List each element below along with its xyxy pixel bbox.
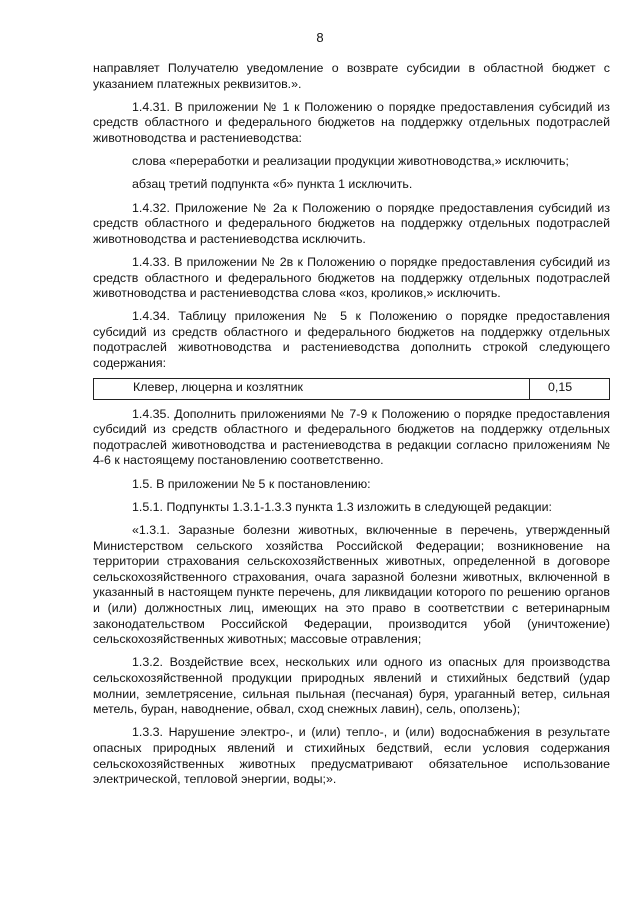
- paragraph-1-3-1: «1.3.1. Заразные болезни животных, включенные в перечень, утвержденный Министерством сельского хозяйства Российской Федерации; возникновение на территории страхования сельскохозяйственных животных, определенной в договоре сельскохозяйственного страхования, очага заразной болезни животных, включенной в указанный в настоящем пункте перечень, для ликвидации которого по решению органов и (или) должностных лиц, имеющих на это право в соответствии с ветеринарным законодательством Российской Федерации, производится убой (уничтожение) сельскохозяйственных животных; массовые отравления;: [93, 523, 610, 647]
- paragraph-1-4-35: 1.4.35. Дополнить приложениями № 7-9 к Положению о порядке предоставления субсидий из средств областного и федерального бюджетов на поддержку отдельных подотраслей животноводства и растениеводства в редакции согласно приложениям № 4-6 к настоящему постановлению соответственно.: [93, 406, 610, 468]
- paragraph-1-3-2: 1.3.2. Воздействие всех, нескольких или одного из опасных для производства сельскохозяйственной продукции природных явлений и стихийных бедствий (удар молнии, землетрясение, сильная пыльная (песчаная) буря, ураганный ветер, сильная метель, буран, наводнение, обвал, сход снежных лавин), сель, оползень);: [93, 655, 610, 717]
- page-number: 8: [316, 30, 324, 45]
- paragraph-abzac-exclude: абзац третий подпункта «б» пункта 1 исключить.: [132, 177, 413, 192]
- crop-coefficient-table: [93, 378, 610, 400]
- paragraph-1-4-33: 1.4.33. В приложении № 2в к Положению о порядке предоставления субсидий из средств областного и федерального бюджетов на поддержку отдельных подотраслей животноводства и растениеводства слова «коз, кроликов,» исключить.: [93, 254, 610, 301]
- document-body: [93, 61, 610, 795]
- paragraph-1-4-34: 1.4.34. Таблицу приложения № 5 к Положению о порядке предоставления субсидий из средств областного и федерального бюджетов на поддержку отдельных подотраслей животноводства и растениеводства дополнить строкой следующего содержания:: [93, 309, 610, 371]
- table-row: [94, 378, 610, 399]
- paragraph-continuation: направляет Получателю уведомление о возврате субсидии в областной бюджет с указанием платежных реквизитов.».: [93, 61, 610, 91]
- paragraph-1-4-31: 1.4.31. В приложении № 1 к Положению о порядке предоставления субсидий из средств областного и федерального бюджетов на поддержку отдельных подотраслей животноводства и растениеводства:: [93, 99, 610, 145]
- paragraph-1-4-32: 1.4.32. Приложение № 2а к Положению о порядке предоставления субсидий из средств областного и федерального бюджетов на поддержку отдельных подотраслей животноводства и растениеводства исключить.: [93, 200, 610, 246]
- paragraph-words-exclude: слова «переработки и реализации продукции животноводства,» исключить;: [132, 154, 569, 169]
- table-cell-coefficient: 0,15: [530, 378, 610, 399]
- paragraph-1-5-1: 1.5.1. Подпункты 1.3.1-1.3.3 пункта 1.3 изложить в следующей редакции:: [132, 499, 552, 514]
- paragraph-1-5: 1.5. В приложении № 5 к постановлению:: [132, 476, 371, 491]
- paragraph-1-3-3: 1.3.3. Нарушение электро-, и (или) тепло-, и (или) водоснабжения в результате опасных природных явлений и стихийных бедствий, если условия содержания сельскохозяйственных животных предусматривают обязательное использование электрической, тепловой энергии, воды;».: [93, 725, 610, 787]
- table-cell-crop-name: Клевер, люцерна и козлятник: [94, 378, 530, 399]
